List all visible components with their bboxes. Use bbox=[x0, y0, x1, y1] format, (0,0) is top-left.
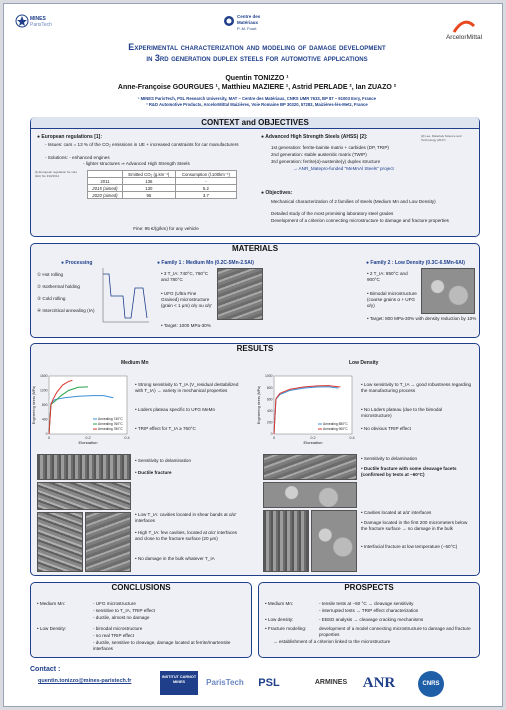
table-cell: 130 bbox=[122, 185, 175, 192]
mm-low-tia: • Low T_IA: cavities located in shear bands at α/α' interfaces bbox=[135, 512, 237, 523]
conclusion-ld-line: - bimodal microstructure bbox=[93, 626, 143, 631]
legend-entry: Annealing 850°C bbox=[323, 422, 348, 426]
mm-fracture-sem bbox=[37, 482, 131, 510]
armines-logo: ARMINES bbox=[314, 679, 348, 686]
mm-sensitivity-text: Strong sensitivity to T_IA (V_residual destabilized with T_IA) → variety in mechanical properties bbox=[135, 382, 239, 393]
ld-sensitivity-text: Low sensitivity to T_IA → good robustness regarding the manufacturing process bbox=[361, 382, 472, 393]
arcelormittal-wordmark: ArcelorMittal bbox=[445, 34, 483, 41]
presenter: Quentin TONIZZO ¹ bbox=[225, 75, 289, 82]
table-row bbox=[88, 178, 237, 185]
objectives-heading: ● Objectives: bbox=[261, 190, 293, 196]
mm-high-tia: • High T_IA: few cavities, located at α/α' interfaces and close to the fracture surface (20 μm) bbox=[135, 530, 237, 541]
table-cell: 2020 (aimed) bbox=[88, 192, 123, 199]
mm-luders: • Lüders plateau specific to UFG MeMn bbox=[135, 407, 215, 412]
ahss-heading-text: Advanced High Strength Steels (AHSS) [2]: bbox=[265, 134, 368, 140]
y-tick-label: 400 bbox=[41, 417, 48, 422]
y-tick-label: 1200 bbox=[39, 388, 48, 393]
x-axis-label: Elongation bbox=[78, 440, 98, 444]
affiliation-1: ¹ MINES ParisTech, PSL Research University, MAT – Centre des Matériaux, CNRS UMR 7633, BP 87 – 91003 Evry, France bbox=[138, 96, 376, 101]
mines-logo bbox=[14, 14, 56, 38]
ahss-ref: [2] Lee, Materials Science and Technology (2017) bbox=[421, 134, 462, 142]
materials-section bbox=[30, 243, 480, 338]
context-section bbox=[30, 117, 480, 237]
table-row bbox=[88, 185, 237, 192]
x-tick-label: 0.2 bbox=[310, 436, 316, 440]
poster bbox=[3, 3, 503, 707]
contact-label: Contact : bbox=[30, 666, 61, 673]
anr-logo: ANR bbox=[362, 675, 396, 691]
emissions-table bbox=[87, 170, 237, 199]
table-row bbox=[88, 192, 237, 199]
table-cell: 2015 (aimed) bbox=[88, 185, 123, 192]
prospect-ld-line: - EBSD analysis → cleavage cracking mechanisms bbox=[319, 617, 424, 622]
table-cell: - bbox=[175, 178, 236, 185]
prospect-fm-line: development of a model connecting microstructure to damage and fracture properties bbox=[319, 626, 471, 637]
objective-3: Development of a criterion connecting microstructure to damage and fracture properties bbox=[271, 218, 449, 223]
ld-trip-text: No obvious TRIP effect bbox=[363, 426, 411, 431]
ld-fracture-macrograph bbox=[263, 454, 357, 480]
prospect-mm-line: - interrupted tests → TRIP effect characterization bbox=[319, 608, 419, 613]
mm-sensitivity: • Strong sensitivity to T_IA (V_residual destabilized with T_IA) → variety in mechanical properties bbox=[135, 382, 239, 393]
y-tick-label: 1000 bbox=[264, 374, 273, 379]
x-axis-label: Elongation bbox=[303, 440, 323, 444]
y-tick-label: 0 bbox=[45, 432, 48, 437]
title-line1: Experimental characterization and modeling of damage development bbox=[128, 42, 386, 52]
centre-logo-line1: Centre des bbox=[237, 14, 261, 19]
conclusions-title: CONCLUSIONS bbox=[111, 583, 171, 592]
eu-heading-text: European regulations [1]: bbox=[41, 134, 102, 140]
table-header bbox=[88, 171, 123, 178]
y-tick-label: 200 bbox=[266, 420, 273, 425]
prospect-mm-line: - tensile tests at −50 °C → cleavage sensitivity bbox=[319, 601, 414, 606]
table-cell: 95 bbox=[122, 192, 175, 199]
table-note: Fine: 95 €/(g/km) for any vehicle bbox=[133, 226, 199, 231]
prospect-mm-label: • Medium Mn: bbox=[265, 601, 294, 606]
carnot-logo bbox=[160, 671, 198, 695]
centre-materiaux-logo bbox=[219, 12, 279, 38]
family1-micrograph bbox=[217, 268, 263, 320]
x-tick-label: 0 bbox=[47, 436, 51, 440]
y-tick-label: 0 bbox=[270, 432, 273, 437]
conclusion-mm-label: • Medium Mn: bbox=[37, 601, 66, 606]
ld-sensitivity: • Low sensitivity to T_IA → good robustness regarding the manufacturing process bbox=[361, 382, 472, 393]
ld-ductile: • Ductile fracture with some cleavage facets (confirmed by tests at −60°C) bbox=[361, 466, 457, 477]
ld-trip: • No obvious TRIP effect bbox=[361, 426, 411, 431]
medium-mn-stress-strain-chart bbox=[31, 372, 131, 444]
affiliations bbox=[24, 96, 490, 108]
process-step: ① Hot rolling bbox=[37, 272, 64, 277]
mm-ductile: • Ductile fracture bbox=[135, 470, 172, 475]
cnrs-logo-text: CNRS bbox=[422, 681, 440, 687]
y-axis-label: Engineering stress (MPa) bbox=[32, 385, 36, 425]
family2-bimodal: • Bimodal microstructure (coarse grains α + UFG α/γ) bbox=[367, 291, 417, 308]
mm-no-damage-text: No damage in the bulk whatever T_IA bbox=[137, 556, 215, 561]
legend-entry: Annealing 900°C bbox=[323, 427, 348, 431]
family2-heading: ● Family 2 : Low Density (0.3C-6.5Mn-6Al) bbox=[366, 260, 465, 266]
y-tick-label: 800 bbox=[41, 403, 48, 408]
ld-damage-location-text: Damage located in the first 200 micrometers below the fracture surface → no damage in the bulk bbox=[361, 520, 468, 531]
table-header: Consumption (l.100km⁻¹) bbox=[175, 171, 236, 178]
prospects-title: PROSPECTS bbox=[344, 583, 394, 592]
results-title: RESULTS bbox=[236, 344, 274, 353]
mines-logo-line2: ParisTech bbox=[30, 22, 52, 28]
centre-logo-icon bbox=[219, 15, 239, 27]
legend-entry: Annealing 760°C bbox=[98, 422, 123, 426]
affiliation-2: ² R&D Automotive Products, ArcelorMittal Maizières, Voie Romaine BP 30320, 57283, Maizières-lès-Metz, France bbox=[146, 102, 368, 107]
centre-logo-line2: Matériaux bbox=[237, 20, 259, 25]
y-axis-label: Engineering stress (MPa) bbox=[257, 385, 261, 425]
ahss-gen1: 1st generation: ferrite-bainite matrix + carbides (DP, TRIP) bbox=[271, 145, 389, 150]
objective-1: Mechanical characterization of 2 families of steels (Medium Mn and Low Density) bbox=[271, 199, 436, 204]
legend-entry: Annealing 740°C bbox=[98, 417, 123, 421]
ld-ductile-text: Ductile fracture with some cleavage facets (confirmed by tests at −60°C) bbox=[361, 466, 457, 477]
ahss-heading: ● Advanced High Strength Steels (AHSS) [2]: bbox=[261, 134, 368, 140]
table-header: Emitted CO₂ (g.km⁻¹) bbox=[122, 171, 175, 178]
y-tick-label: 1600 bbox=[39, 374, 48, 379]
conclusions-section bbox=[30, 582, 252, 658]
family2-target-text: Target: 800 MPa-30% with density reduction by 10% bbox=[369, 316, 477, 321]
ld-cavities: • Cavities located at α/α' interfaces bbox=[361, 510, 432, 515]
mm-delamination-text: Sensitivity to delamination bbox=[137, 458, 192, 463]
table-cell: 136 bbox=[122, 178, 175, 185]
family2-micrograph bbox=[421, 268, 475, 314]
conclusion-mm-line: - ductile, almost no damage bbox=[93, 615, 150, 620]
y-tick-label: 400 bbox=[266, 409, 273, 413]
ld-damage-location: • Damage located in the first 200 micrometers below the fracture surface → no damage in the bulk bbox=[361, 520, 468, 531]
conclusion-ld-label: • Low Density: bbox=[37, 626, 67, 631]
context-title: CONTEXT and OBJECTIVES bbox=[31, 117, 479, 129]
psl-logo: PSL bbox=[258, 677, 280, 689]
paristech-logo: ParisTech bbox=[206, 678, 244, 687]
ahss-project: → ANR_Matepro-funded "MeMnAl Steels" project bbox=[293, 166, 394, 171]
processing-heading-text: Processing bbox=[65, 260, 93, 266]
x-tick-label: 0.4 bbox=[124, 436, 130, 440]
materials-title: MATERIALS bbox=[231, 244, 279, 253]
conclusion-mm-line: - sensitive to T_IA, TRIP effect bbox=[93, 608, 155, 613]
eu-lighter: - lighter structures ⇒ Advanced High Strength Steels bbox=[83, 161, 190, 166]
ld-cavities-text: Cavities located at α/α' interfaces bbox=[363, 510, 432, 515]
eu-issue: - Issues: cars = 13 % of the CO₂ emissions in UE + increased constraints for car manufacturers bbox=[45, 142, 239, 147]
cnrs-logo bbox=[418, 671, 444, 697]
arcelormittal-swoosh-icon bbox=[452, 18, 476, 34]
legend-entry: Annealing 780°C bbox=[98, 427, 123, 431]
arcelormittal-logo bbox=[430, 18, 498, 44]
table-header-row bbox=[88, 171, 237, 178]
ahss-gen3: 3rd generation: ferrite(α)-austenite(γ) duplex structure bbox=[271, 159, 381, 164]
results-low-density-heading: Low Density bbox=[349, 360, 379, 366]
mm-fracture-macrograph bbox=[37, 454, 131, 480]
processing-schedule-diagram bbox=[101, 266, 151, 326]
family2-target: • Target: 800 MPa-30% with density reduction by 10% bbox=[367, 316, 477, 321]
mm-trip: • TRIP effect for T_IA ≥ 760°C bbox=[135, 426, 196, 431]
family2-bimodal-text: Bimodal microstructure (coarse grains α + UFG α/γ) bbox=[367, 291, 417, 308]
prospect-fm-label: • Fracture modeling: bbox=[265, 626, 307, 631]
mm-luders-text: Lüders plateau specific to UFG MeMn bbox=[137, 407, 215, 412]
objective-2: Detailed study of the most promising laboratory steel grades bbox=[271, 211, 394, 216]
objectives-heading-text: Objectives: bbox=[265, 190, 293, 196]
ld-fracture-sem bbox=[263, 482, 357, 508]
processing-heading: ● Processing bbox=[61, 260, 93, 266]
eu-heading: ● European regulations [1]: bbox=[37, 134, 102, 140]
low-density-stress-strain-chart bbox=[256, 372, 356, 444]
results-medium-mn-heading: Medium Mn bbox=[121, 360, 149, 366]
x-tick-label: 0.2 bbox=[85, 436, 91, 440]
author-list: Anne-Françoise GOURGUES ¹, Matthieu MAZIERE ¹, Astrid PERLADE ², Ian ZUAZO ² bbox=[117, 84, 397, 91]
prospect-ld-label: • Low density: bbox=[265, 617, 294, 622]
mm-cavity-micrograph-2 bbox=[85, 512, 131, 572]
ld-interfacial-text: Interfacial fracture at low temperature (−60°C) bbox=[363, 544, 458, 549]
family1-temps: • 3 T_IA: 740°C, 760°C and 780°C bbox=[161, 271, 209, 282]
y-tick-label: 800 bbox=[266, 385, 273, 390]
contact-email[interactable]: quentin.tonizzo@mines-paristech.fr bbox=[38, 678, 132, 684]
family1-ufg-text: UFG (Ultra Fine Grained) microstructure (grain < 1 μm) α/γ ou α/γ' bbox=[161, 291, 213, 308]
eu-ref: [1] European regulation for cars (EU) No 333/2014 bbox=[35, 170, 78, 178]
ld-delamination: • Sensitivity to delamination bbox=[361, 456, 418, 461]
mm-high-tia-text: High T_IA: few cavities, located at α/α' interfaces and close to the fracture surface (20 μm) bbox=[135, 530, 237, 541]
ld-delamination-text: Sensitivity to delamination bbox=[363, 456, 418, 461]
family2-heading-text: Family 2 : Low Density (0.3C-6.5Mn-6Al) bbox=[370, 260, 465, 266]
process-step: ④ Intercritical annealing (IA) bbox=[37, 308, 95, 313]
table-cell: 5.2 bbox=[175, 185, 236, 192]
mm-low-tia-text: Low T_IA: cavities located in shear bands at α/α' interfaces bbox=[135, 512, 237, 523]
table-cell: 2011 bbox=[88, 178, 123, 185]
family2-temps-text: 2 T_IA: 850°C and 900°C bbox=[367, 271, 408, 282]
centre-logo-line3: P.-M. Fourt bbox=[237, 26, 257, 31]
family1-ufg: • UFG (Ultra Fine Grained) microstructure (grain < 1 μm) α/γ ou α/γ' bbox=[161, 291, 213, 308]
authors-block bbox=[24, 74, 490, 92]
x-tick-label: 0.4 bbox=[349, 436, 355, 440]
ld-interfacial: • Interfacial fracture at low temperature (−60°C) bbox=[361, 544, 458, 549]
mm-ductile-text: Ductile fracture bbox=[137, 470, 172, 475]
prospect-fm-line: → establishment of a criterion linked to the microstructure bbox=[273, 639, 391, 644]
mines-logo-line1: MINES bbox=[30, 16, 46, 22]
conclusion-ld-line: - ductile, sensitive to cleavage, damage located at ferrite/martensite interfaces bbox=[93, 640, 231, 651]
family2-temps: • 2 T_IA: 850°C and 900°C bbox=[367, 271, 408, 282]
table-cell: 3.7 bbox=[175, 192, 236, 199]
family1-target-text: Target: 1000 MPa-30% bbox=[163, 323, 211, 328]
family1-heading-text: Family 1 : Medium Mn (0.2C-5Mn-2.5Al) bbox=[161, 260, 254, 266]
ld-luders-text: No Lüders plateau (due to the bimodal microstructure) bbox=[361, 407, 443, 418]
family1-heading: ● Family 1 : Medium Mn (0.2C-5Mn-2.5Al) bbox=[157, 260, 254, 266]
poster-title bbox=[64, 42, 450, 64]
mm-no-damage: • No damage in the bulk whatever T_IA bbox=[135, 556, 215, 561]
ld-luders: • No Lüders plateau (due to the bimodal microstructure) bbox=[361, 407, 443, 418]
ld-cavity-micrograph-2 bbox=[311, 510, 357, 572]
mm-cavity-micrograph-1 bbox=[37, 512, 83, 572]
ahss-gen2: 2nd generation: stable austenitic matrix (TWIP) bbox=[271, 152, 367, 157]
prospects-section bbox=[258, 582, 480, 658]
mm-delamination: • Sensitivity to delamination bbox=[135, 458, 192, 463]
title-line2: in 3rd generation duplex steels for automotive applications bbox=[146, 53, 368, 63]
results-section bbox=[30, 343, 480, 576]
conclusion-ld-line: - no real TRIP effect bbox=[93, 633, 134, 638]
family1-target: • Target: 1000 MPa-30% bbox=[161, 323, 211, 328]
conclusion-mm-line: - UFG microstructure bbox=[93, 601, 136, 606]
ld-cavity-micrograph-1 bbox=[263, 510, 309, 572]
family1-temps-text: 3 T_IA: 740°C, 760°C and 780°C bbox=[161, 271, 209, 282]
y-tick-label: 600 bbox=[266, 397, 273, 402]
process-step: ③ Cold rolling bbox=[37, 296, 66, 301]
eu-solutions: - Solutions: - enhanced engines bbox=[45, 155, 110, 160]
process-step: ② Isothermal holding bbox=[37, 284, 80, 289]
carnot-logo-text: INSTITUT CARNOT MINES bbox=[161, 675, 197, 684]
x-tick-label: 0 bbox=[272, 436, 276, 440]
mm-trip-text: TRIP effect for T_IA ≥ 760°C bbox=[137, 426, 196, 431]
